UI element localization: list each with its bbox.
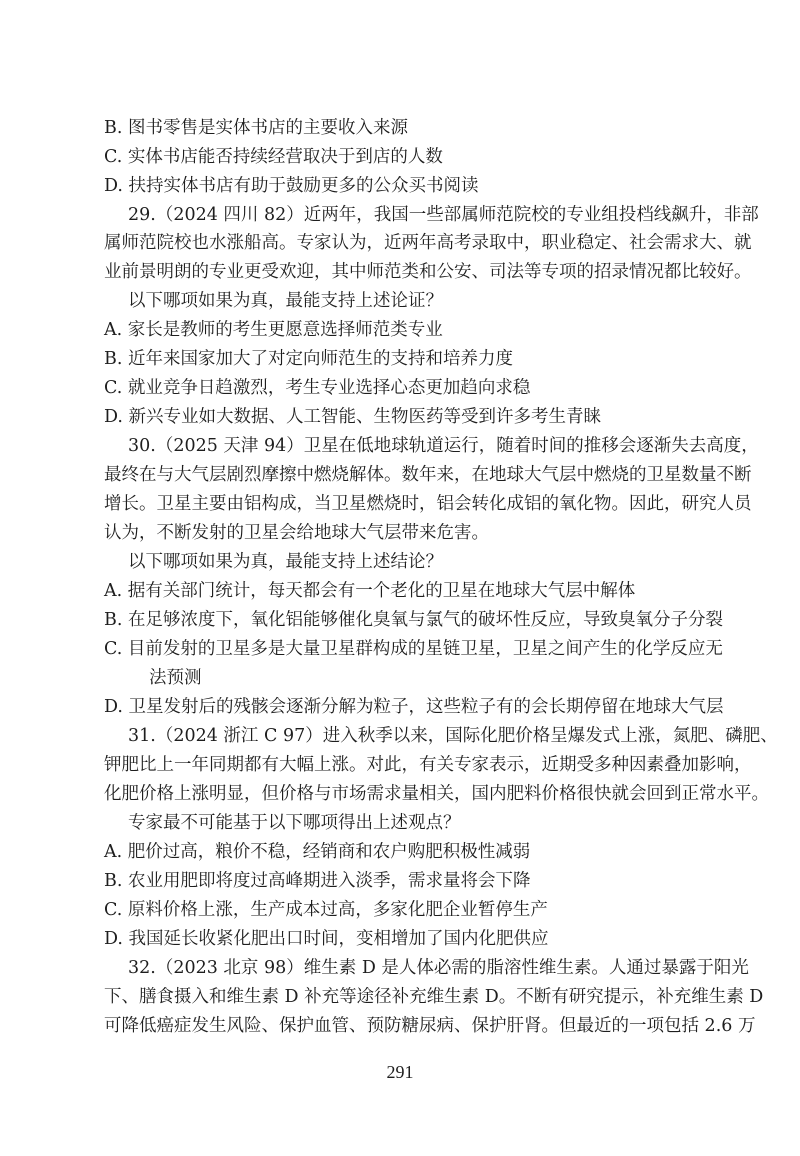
q30-option-c-line-2: 法预测 [149,668,202,688]
page-number: 291 [386,1062,414,1082]
q30-stem-line-2: 最终在与大气层剧烈摩擦中燃烧解体。数年来，在地球大气层中燃烧的卫星数量不断 [104,465,752,485]
q30-option-b: B. 在足够浓度下，氧化铝能够催化臭氧与氯气的破坏性反应，导致臭氧分子分裂 [104,610,723,630]
q31-option-b: B. 农业用肥即将度过高峰期进入淡季，需求量将会下降 [104,871,531,891]
q30-stem-line-4: 认为，不断发射的卫星会给地球大气层带来危害。 [104,523,489,543]
q28-option-c: C. 实体书店能否持续经营取决于到店的人数 [104,147,443,167]
q29-stem-line-1: 29.（2024 四川 82）近两年，我国一些部属师范院校的专业组投档线飙升，非部 [128,205,759,225]
q29-option-a: A. 家长是教师的考生更愿意选择师范类专业 [104,320,443,340]
q29-stem-line-3: 业前景明朗的专业更受欢迎，其中师范类和公安、司法等专项的招录情况都比较好。 [104,262,752,282]
q30-option-c-line-1: C. 目前发射的卫星多是大量卫星群构成的星链卫星，卫星之间产生的化学反应无 [104,639,723,659]
q31-option-a: A. 肥价过高，粮价不稳，经销商和农户购肥积极性减弱 [104,842,531,862]
q31-stem-line-2: 钾肥比上一年同期都有大幅上涨。对此，有关专家表示，近期受多种因素叠加影响， [104,755,752,775]
q29-option-b: B. 近年来国家加大了对定向师范生的支持和培养力度 [104,349,513,369]
q32-stem-line-1: 32.（2023 北京 98）维生素 D 是人体必需的脂溶性维生素。人通过暴露于阳光 [128,958,749,978]
q30-option-a: A. 据有关部门统计，每天都会有一个老化的卫星在地球大气层中解体 [104,581,636,601]
q30-question: 以下哪项如果为真，最能支持上述结论？ [128,552,443,572]
q29-option-c: C. 就业竞争日趋激烈，考生专业选择心态更加趋向求稳 [104,378,531,398]
q29-stem-line-2: 属师范院校也水涨船高。专家认为，近两年高考录取中，职业稳定、社会需求大、就 [104,233,752,253]
q31-stem-line-1: 31.（2024 浙江 C 97）进入秋季以来，国际化肥价格呈爆发式上涨，氮肥、磷肥、 [128,726,778,746]
q29-question: 以下哪项如果为真，最能支持上述论证？ [128,291,443,311]
q28-option-d: D. 扶持实体书店有助于鼓励更多的公众买书阅读 [104,176,479,196]
q30-option-d: D. 卫星发射后的残骸会逐渐分解为粒子，这些粒子有的会长期停留在地球大气层 [104,697,724,717]
q31-option-d: D. 我国延长收紧化肥出口时间，变相增加了国内化肥供应 [104,929,549,949]
q31-question: 专家最不可能基于以下哪项得出上述观点？ [128,813,461,833]
q28-option-b: B. 图书零售是实体书店的主要收入来源 [104,118,408,138]
q32-stem-line-3: 可降低癌症发生风险、保护血管、预防糖尿病、保护肝肾。但最近的一项包括 2.6 万 [104,1016,756,1036]
q29-option-d: D. 新兴专业如大数据、人工智能、生物医药等受到许多考生青睐 [104,407,602,427]
q30-stem-line-3: 增长。卫星主要由铝构成，当卫星燃烧时，铝会转化成铝的氧化物。因此，研究人员 [104,494,752,514]
q32-stem-line-2: 下、膳食摄入和维生素 D 补充等途径补充维生素 D。不断有研究提示，补充维生素 D [104,987,764,1007]
q30-stem-line-1: 30.（2025 天津 94）卫星在低地球轨道运行，随着时间的推移会逐渐失去高度， [128,436,759,456]
q31-option-c: C. 原料价格上涨，生产成本过高，多家化肥企业暂停生产 [104,900,548,920]
q31-stem-line-3: 化肥价格上涨明显，但价格与市场需求量相关，国内肥料价格很快就会回到正常水平。 [104,784,769,804]
